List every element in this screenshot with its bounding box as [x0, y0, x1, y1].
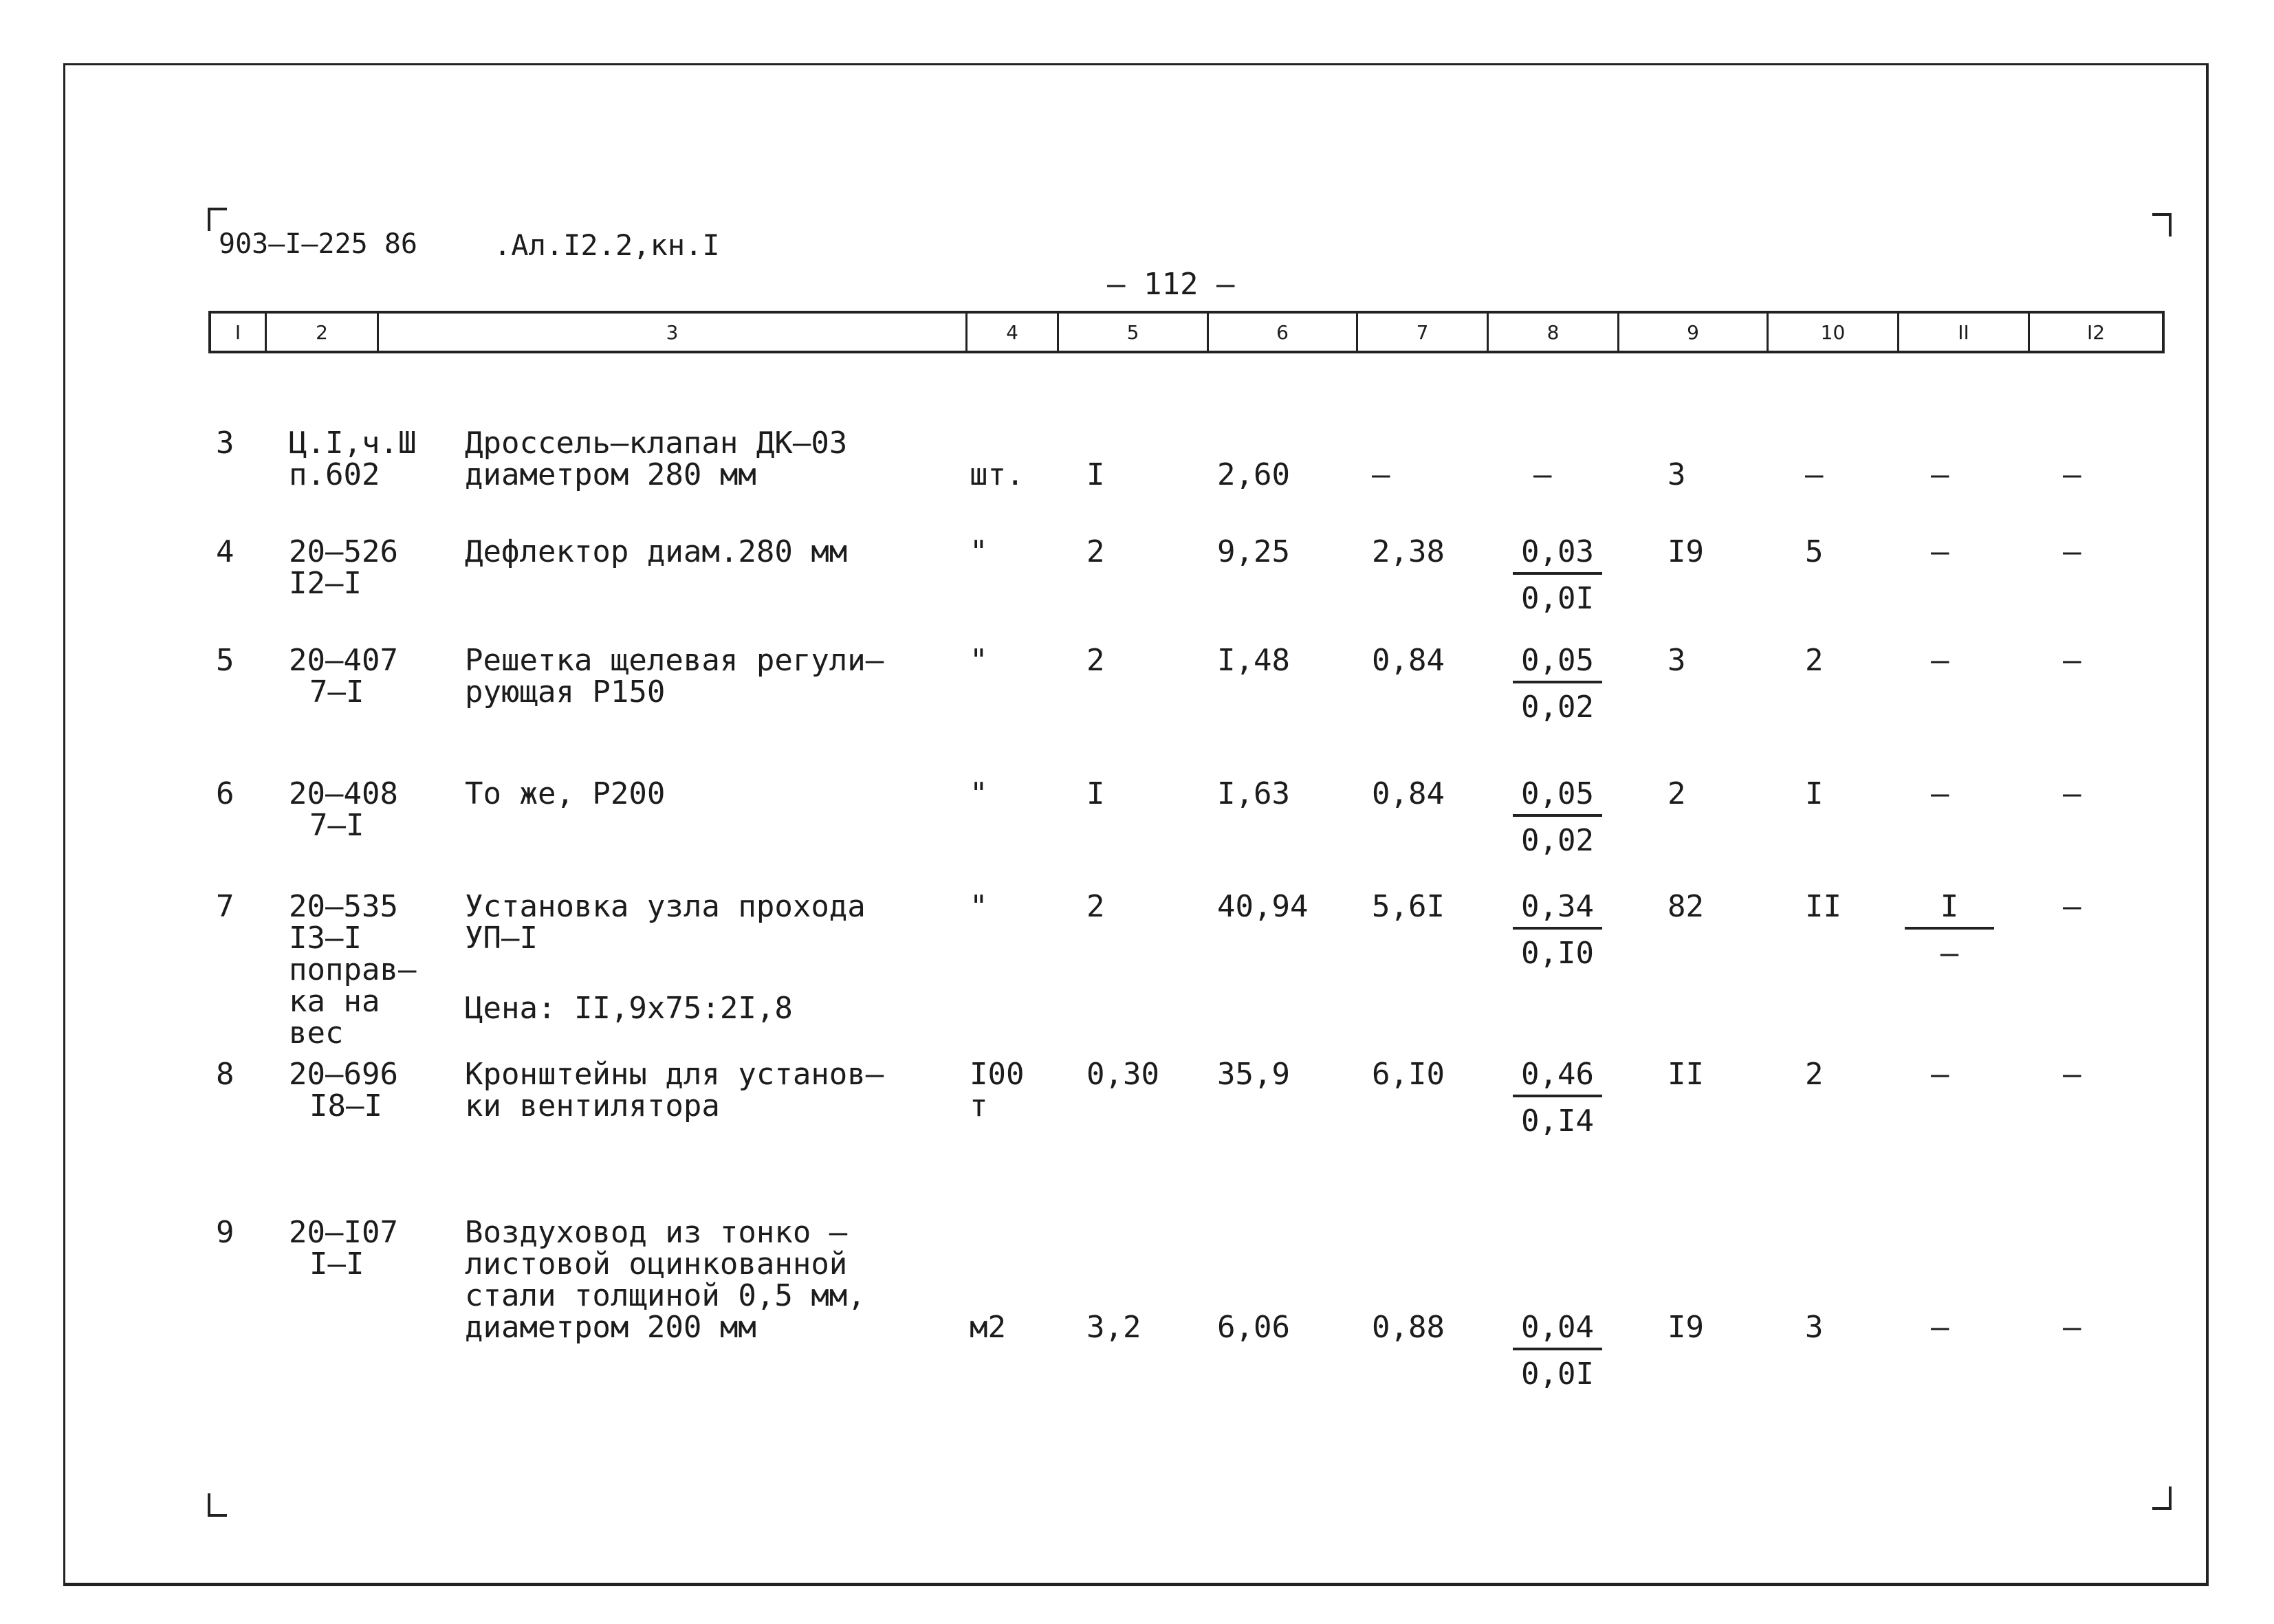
row-wage: 6,I0 — [1372, 1057, 1445, 1092]
row-quantity: I — [1086, 457, 1105, 492]
row-col12: – — [2063, 643, 2081, 678]
row-col11-numerator: I — [1905, 890, 1994, 930]
row-col11: – — [1931, 1310, 1949, 1345]
row-name-line: УП–I — [465, 921, 538, 956]
row-quantity: 3,2 — [1086, 1310, 1141, 1345]
row-total: 2 — [1668, 776, 1686, 811]
row-wage: 2,38 — [1372, 534, 1445, 569]
row-machine-cost-denominator: 0,02 — [1521, 690, 1594, 725]
row-name-line: листовой оцинкованной — [465, 1247, 848, 1282]
row-unit: шт. — [970, 457, 1025, 492]
row-total: II — [1668, 1057, 1704, 1092]
page-number: — 112 — — [1107, 267, 1235, 302]
row-code-line: I3–I — [289, 921, 362, 956]
row-wage: 0,88 — [1372, 1310, 1445, 1345]
row-quantity: 2 — [1086, 643, 1105, 678]
column-header-4: 4 — [967, 314, 1059, 351]
row-code-line: 7–I — [309, 674, 364, 710]
row-code-line: Ц.I,ч.Ш — [289, 426, 417, 461]
row-col12: – — [2063, 534, 2081, 569]
row-code-line: 20–696 — [289, 1057, 398, 1092]
row-machine-cost-denominator: 0,I0 — [1521, 936, 1594, 971]
row-wage: 5,6I — [1372, 889, 1445, 924]
row-code-line: 20–407 — [289, 643, 398, 678]
row-name-line: диаметром 280 мм — [465, 457, 756, 492]
column-header-3: 3 — [379, 314, 967, 351]
row-machine-cost-denominator: 0,02 — [1521, 823, 1594, 858]
row-quantity: I — [1086, 776, 1105, 811]
corner-mark-bottom-left — [208, 1493, 227, 1517]
row-number: 4 — [216, 534, 234, 569]
row-machine-cost-denominator: 0,I4 — [1521, 1104, 1594, 1139]
row-unit: I00 — [970, 1057, 1025, 1092]
row-col11-denominator: – — [1940, 936, 1959, 971]
row-name-line: Установка узла прохода — [465, 889, 866, 924]
row-col11 — [1905, 890, 1994, 971]
row-unit-price: 9,25 — [1217, 534, 1290, 569]
row-col11: – — [1931, 457, 1949, 492]
row-unit-price: I,48 — [1217, 643, 1290, 678]
row-number: 6 — [216, 776, 234, 811]
row-quantity: 0,30 — [1086, 1057, 1159, 1092]
column-header-2: 2 — [267, 314, 379, 351]
row-name-line: рующая Р150 — [465, 674, 666, 710]
row-machine-cost-numerator: 0,03 — [1513, 535, 1602, 575]
row-total-wage: 2 — [1805, 1057, 1824, 1092]
row-total-wage: I — [1805, 776, 1824, 811]
row-total: I9 — [1668, 534, 1704, 569]
row-number: 5 — [216, 643, 234, 678]
row-number: 3 — [216, 426, 234, 461]
album-reference: .Ал.I2.2,кн.I — [494, 228, 720, 262]
row-total-wage: 2 — [1805, 643, 1824, 678]
row-name-line: То же, Р200 — [465, 776, 666, 811]
row-name-line: ки вентилятора — [465, 1088, 720, 1123]
corner-mark-top-right — [2152, 213, 2172, 237]
row-total-wage: 3 — [1805, 1310, 1824, 1345]
row-machine-cost-numerator: 0,05 — [1513, 777, 1602, 817]
document-code: 903–I–225 86 — [219, 228, 417, 260]
row-machine-cost-denominator: 0,0I — [1521, 1357, 1594, 1392]
row-col11: – — [1931, 1057, 1949, 1092]
row-machine-cost — [1513, 890, 1602, 971]
row-code-line: 20–408 — [289, 776, 398, 811]
row-machine-cost — [1513, 644, 1602, 725]
row-total: 3 — [1668, 643, 1686, 678]
row-col11: – — [1931, 776, 1949, 811]
row-unit-price: 6,06 — [1217, 1310, 1290, 1345]
row-machine-cost-numerator: 0,05 — [1513, 644, 1602, 683]
row-wage: 0,84 — [1372, 776, 1445, 811]
column-header-12: I2 — [2086, 320, 2106, 344]
corner-mark-bottom-right — [2152, 1486, 2172, 1510]
row-unit-price: 40,94 — [1217, 889, 1309, 924]
row-total-wage: – — [1805, 457, 1824, 492]
row-code-line: ка на — [289, 984, 380, 1019]
row-number: 9 — [216, 1215, 234, 1250]
column-header-5: 5 — [1059, 314, 1209, 351]
row-name-line: стали толщиной 0,5 мм, — [465, 1278, 866, 1313]
column-header-row — [208, 311, 2165, 353]
row-wage: – — [1372, 457, 1390, 492]
row-code-line: I8–I — [309, 1088, 382, 1123]
row-unit: " — [970, 889, 988, 924]
column-header-7: 7 — [1358, 314, 1489, 351]
row-number: 7 — [216, 889, 234, 924]
row-price-note: Цена: II,9x75:2I,8 — [465, 991, 793, 1026]
row-number: 8 — [216, 1057, 234, 1092]
row-machine-cost-numerator: 0,04 — [1513, 1310, 1602, 1350]
row-unit: м2 — [970, 1310, 1006, 1345]
row-name-line: Дроссель–клапан ДК–03 — [465, 426, 848, 461]
row-quantity: 2 — [1086, 889, 1105, 924]
row-machine-cost-numerator: 0,34 — [1513, 890, 1602, 930]
row-col12: – — [2063, 1310, 2081, 1345]
row-unit-price: 35,9 — [1217, 1057, 1290, 1092]
row-code-line: 20–535 — [289, 889, 398, 924]
row-unit-price: 2,60 — [1217, 457, 1290, 492]
row-col12: – — [2063, 889, 2081, 924]
row-wage: 0,84 — [1372, 643, 1445, 678]
column-header-6: 6 — [1209, 314, 1358, 351]
row-code-line: I2–I — [289, 566, 362, 601]
row-code-line: 20–526 — [289, 534, 398, 569]
row-name-line: диаметром 200 мм — [465, 1310, 756, 1345]
row-total: I9 — [1668, 1310, 1704, 1345]
row-name-line: Воздуховод из тонко – — [465, 1215, 848, 1250]
row-machine-cost — [1513, 535, 1602, 616]
row-machine-cost — [1513, 777, 1602, 858]
row-col12: – — [2063, 1057, 2081, 1092]
row-unit: " — [970, 534, 988, 569]
row-code-line: поправ– — [289, 952, 417, 987]
row-code-line: 20–I07 — [289, 1215, 398, 1250]
row-unit: " — [970, 643, 988, 678]
row-machine-cost — [1513, 1310, 1602, 1392]
row-total-wage: II — [1805, 889, 1841, 924]
row-machine-cost-numerator: 0,46 — [1513, 1057, 1602, 1097]
row-total: 82 — [1668, 889, 1704, 924]
column-header-8: 8 — [1489, 314, 1619, 351]
row-machine-cost-denominator: 0,0I — [1521, 581, 1594, 616]
row-name-line: Решетка щелевая регули– — [465, 643, 884, 678]
row-machine-cost: – — [1533, 457, 1552, 492]
row-col12: – — [2063, 457, 2081, 492]
row-col11: – — [1931, 643, 1949, 678]
column-header-11: II — [1899, 314, 2030, 351]
row-name-line: Кронштейны для установ– — [465, 1057, 884, 1092]
row-quantity: 2 — [1086, 534, 1105, 569]
row-name-line: Дефлектор диам.280 мм — [465, 534, 848, 569]
row-code-line: вес — [289, 1016, 344, 1051]
row-machine-cost — [1513, 1057, 1602, 1139]
row-total-wage: 5 — [1805, 534, 1824, 569]
row-code-line: 7–I — [309, 808, 364, 843]
row-unit: " — [970, 776, 988, 811]
row-col11: – — [1931, 534, 1949, 569]
row-unit-price: I,63 — [1217, 776, 1290, 811]
corner-mark-top-left — [208, 208, 227, 231]
column-header-9: 9 — [1619, 314, 1769, 351]
row-code-line: I–I — [309, 1247, 364, 1282]
row-total: 3 — [1668, 457, 1686, 492]
column-header-10: 10 — [1769, 314, 1899, 351]
row-unit: т — [970, 1088, 988, 1123]
column-header-1: I — [211, 314, 267, 351]
row-code-line: п.602 — [289, 457, 380, 492]
row-col12: – — [2063, 776, 2081, 811]
